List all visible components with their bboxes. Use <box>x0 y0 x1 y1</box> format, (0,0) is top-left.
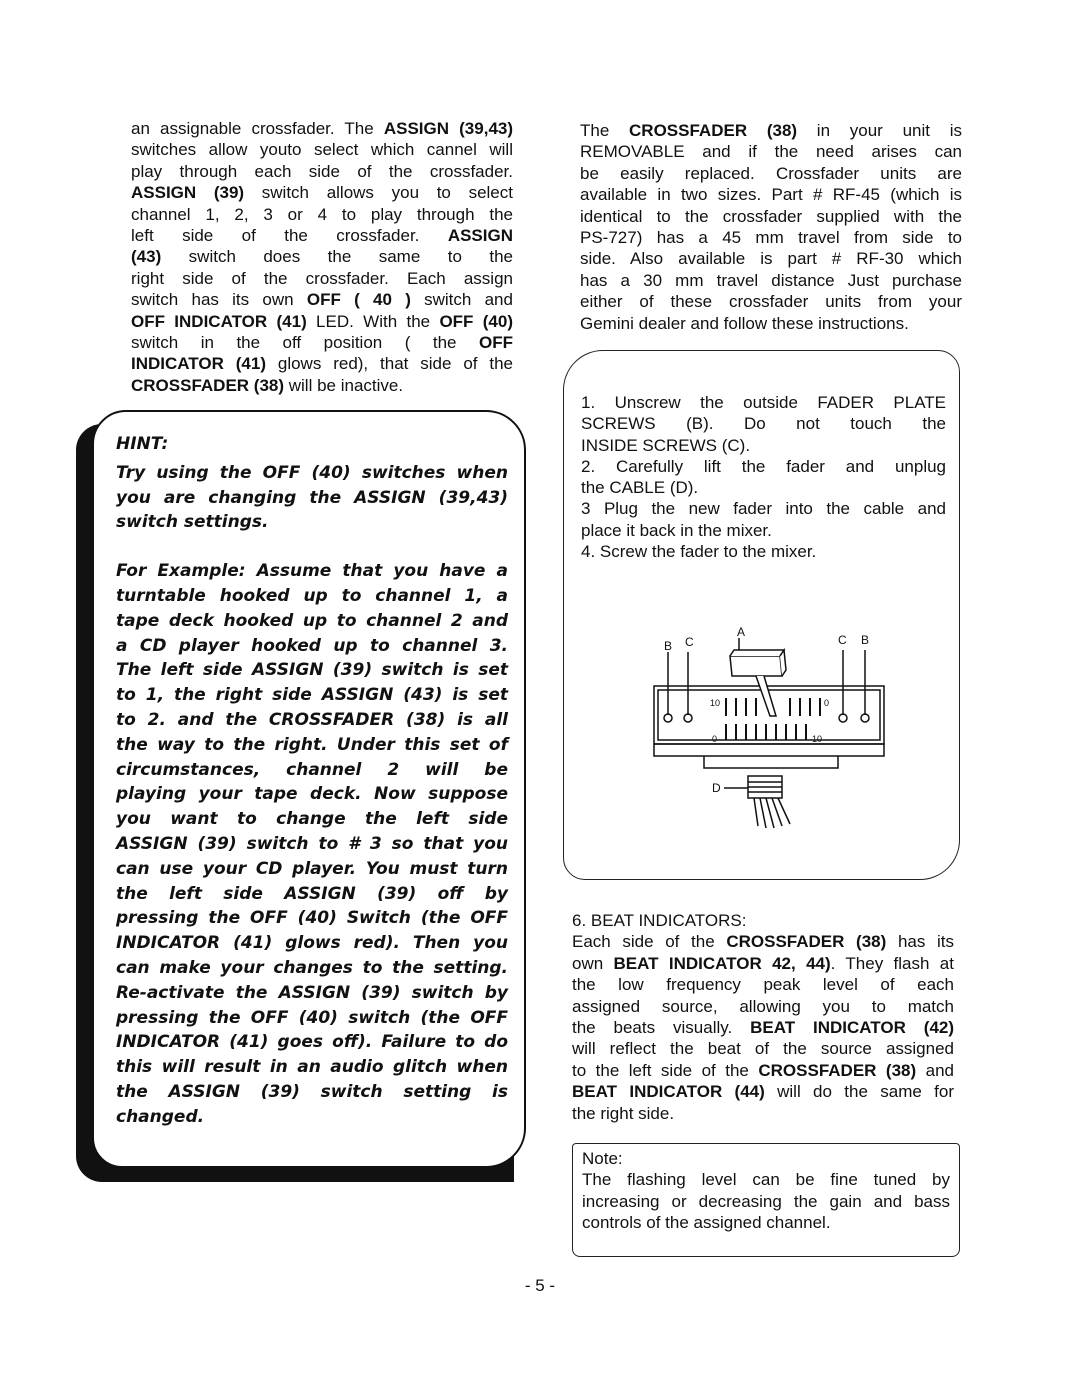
hint-text <box>116 432 508 1130</box>
text-line: Each side of the CROSSFADER (38) has its <box>572 932 955 952</box>
text-line: 6. BEAT INDICATORS: <box>572 911 747 930</box>
fader-base <box>704 756 838 768</box>
text-line: either of these crossfader units from your <box>580 292 962 312</box>
text-line: right side of the crossfader. Each assign <box>131 268 513 288</box>
text-line: an assignable crossfader. The ASSIGN (39,43) <box>131 119 514 138</box>
scale-bottom-left: 0 <box>712 734 718 744</box>
instruction-line: SCREWS (B). Do not touch the <box>581 414 946 434</box>
text-line: INDICATOR (41) glows red), that side of the <box>131 354 514 374</box>
hint-line: INDICATOR (41) glows red). Then you <box>116 933 508 954</box>
text-line: the low frequency peak level of each <box>572 975 954 995</box>
text-line: side. Also available is part # RF-30 which <box>580 249 962 269</box>
text-line: the right side. <box>572 1103 675 1123</box>
hint-line: playing your tape deck. Now suppose <box>116 784 508 805</box>
scale-top-left: 10 <box>710 698 721 708</box>
text-line: identical to the crossfader supplied with the <box>580 206 962 226</box>
hint-line: to 2. and the CROSSFADER (38) is all <box>116 709 508 730</box>
text-line: assigned source, allowing you to match <box>572 996 954 1016</box>
hint-line: For Example: Assume that you have a <box>116 561 508 582</box>
hint-line: you are changing the ASSIGN (39,43) <box>116 487 508 508</box>
note-line: Note: <box>582 1149 623 1168</box>
scale-top-right: 0 <box>824 698 830 708</box>
text-line: the beats visually. BEAT INDICATOR (42) <box>572 1018 955 1038</box>
hint-title: HINT: <box>116 434 169 454</box>
hint-line: Try using the OFF (40) switches when <box>116 462 508 483</box>
fader-knob <box>730 656 782 676</box>
text-line: PS-727) has a 45 mm travel from side to <box>580 228 962 248</box>
hint-line: changed. <box>116 1106 205 1127</box>
label-c-right: C <box>838 633 847 647</box>
hint-line: pressing the OFF (40) Switch (the OFF <box>116 908 508 929</box>
fader-stem <box>756 676 776 716</box>
hint-line: to 1, the right side ASSIGN (43) is set <box>116 685 508 706</box>
hint-line: the left side ASSIGN (39) off by <box>116 883 508 904</box>
text-line: OFF INDICATOR (41) LED. With the OFF (40) <box>131 311 513 331</box>
note-line: controls of the assigned channel. <box>582 1213 831 1233</box>
hint-line: circumstances, channel 2 will be <box>116 759 508 780</box>
left-column-text <box>131 118 513 396</box>
instruction-line: INSIDE SCREWS (C). <box>581 435 751 455</box>
note-line: increasing or decreasing the gain and bass <box>582 1191 950 1211</box>
bottom-scale <box>726 724 806 740</box>
instructions-text <box>581 392 946 562</box>
instruction-line: 3 Plug the new fader into the cable and <box>581 499 946 519</box>
hint-line: turntable hooked up to channel 1, a <box>116 585 508 606</box>
text-line: own BEAT INDICATOR 42, 44). They flash at <box>572 953 954 973</box>
instruction-line: 2. Carefully lift the fader and unplug <box>581 456 946 476</box>
hint-line: a CD player hooked up to channel 3. <box>116 635 508 656</box>
fader-body <box>654 744 884 756</box>
text-line: channel 1, 2, 3 or 4 to play through the <box>131 204 513 224</box>
hint-line: you want to change the left side <box>116 809 508 830</box>
page-number: - 5 - <box>524 1276 556 1295</box>
hint-line: ASSIGN (39) switch to # 3 so that you <box>116 833 508 854</box>
text-line: REMOVABLE and if the need arises can <box>580 142 962 162</box>
cable-wires <box>754 798 790 828</box>
label-b-right: B <box>861 633 870 647</box>
text-line: switch has its own OFF ( 40 ) switch and <box>131 290 513 310</box>
beat-indicators-text <box>572 910 954 1124</box>
fader-diagram <box>640 620 900 835</box>
screw-b-right <box>861 714 869 722</box>
hint-line: The left side ASSIGN (39) switch is set <box>116 660 508 681</box>
note-line: The flashing level can be fine tuned by <box>582 1170 950 1190</box>
label-b-left: B <box>664 639 673 653</box>
note-text <box>582 1148 950 1234</box>
hint-line: pressing the OFF (40) switch (the OFF <box>116 1007 508 1028</box>
instruction-line: 4. Screw the fader to the mixer. <box>581 542 817 562</box>
text-line: be easily replaced. Crossfader units are <box>580 163 962 183</box>
text-line: to the left side of the CROSSFADER (38) and <box>572 1060 954 1080</box>
label-d: D <box>712 781 721 795</box>
hint-line: the way to the right. Under this set of <box>116 734 508 755</box>
label-c-left: C <box>685 635 694 649</box>
right-column-text <box>580 120 962 334</box>
hint-line: this will result in an audio glitch when <box>116 1057 508 1078</box>
screw-c-left <box>684 714 692 722</box>
text-line: switch in the off position ( the OFF <box>131 333 513 353</box>
text-line: will reflect the beat of the source assigned <box>572 1039 954 1059</box>
instruction-line: place it back in the mixer. <box>581 520 772 540</box>
text-line: BEAT INDICATOR (44) will do the same for <box>572 1082 954 1102</box>
hint-line: the ASSIGN (39) switch setting is <box>116 1081 508 1102</box>
hint-line: INDICATOR (41) goes off). Failure to do <box>116 1032 508 1053</box>
text-line: available in two sizes. Part # RF-45 (which is <box>580 185 962 205</box>
instruction-line: the CABLE (D). <box>581 478 699 498</box>
label-a: A <box>737 625 746 639</box>
text-line: has a 30 mm travel distance Just purchase <box>580 270 962 290</box>
text-line: (43) switch does the same to the <box>131 247 513 267</box>
text-line: ASSIGN (39) switch allows you to select <box>131 183 513 203</box>
screw-c-right <box>839 714 847 722</box>
hint-line: tape deck hooked up to channel 2 and <box>116 610 508 631</box>
text-line: left side of the crossfader. ASSIGN <box>131 226 513 246</box>
screw-b-left <box>664 714 672 722</box>
text-line: CROSSFADER (38) will be inactive. <box>131 375 404 395</box>
instruction-line: 1. Unscrew the outside FADER PLATE <box>581 393 946 412</box>
text-line: The CROSSFADER (38) in your unit is <box>580 121 962 140</box>
scale-bottom-right: 10 <box>812 734 823 744</box>
text-line: play through each side of the crossfader. <box>131 161 513 181</box>
hint-line: Re-activate the ASSIGN (39) switch by <box>116 982 508 1003</box>
text-line: switches allow youto select which cannel will <box>131 140 513 160</box>
hint-line: can use your CD player. You must turn <box>116 858 508 879</box>
hint-line: can make your changes to the setting. <box>116 957 508 978</box>
text-line: Gemini dealer and follow these instructions. <box>580 313 909 333</box>
hint-line: switch settings. <box>116 512 269 533</box>
